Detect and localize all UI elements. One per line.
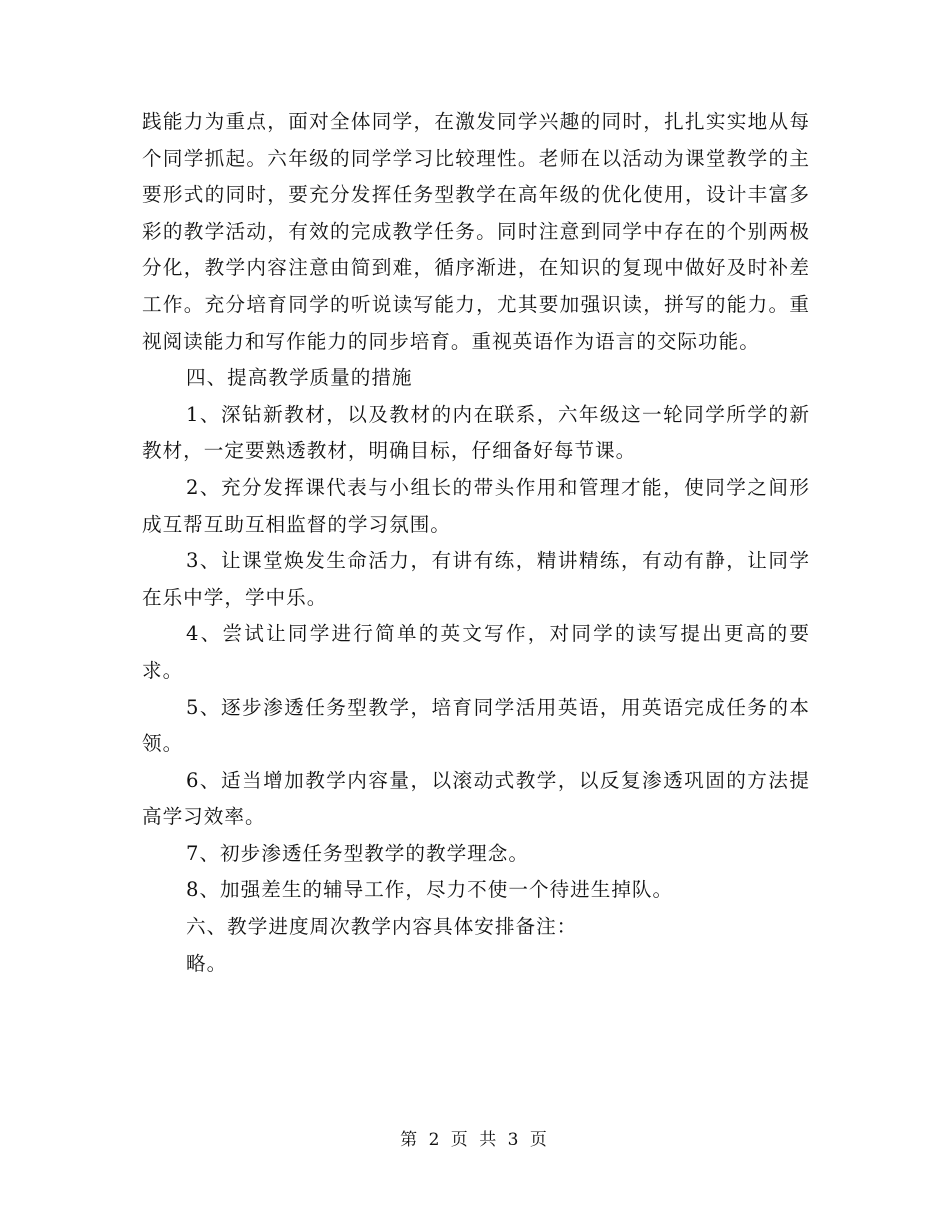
measure-item-1: 1、深钻新教材，以及教材的内在联系，六年级这一轮同学所学的新教材，一定要熟透教材，明确目标，仔细备好每节课。 <box>142 402 810 463</box>
document-body <box>142 104 810 982</box>
paragraph-continuation: 践能力为重点，面对全体同学，在激发同学兴趣的同时，扎扎实实地从每个同学抓起。六年级的同学学习比较理性。老师在以活动为课堂教学的主要形式的同时，要充分发挥任务型教学在高年级的优化使用，设计丰富多彩的教学活动，有效的完成教学任务。同时注意到同学中存在的个别两极分化，教学内容注意由简到难，循序渐进，在知识的复现中做好及时补差工作。充分培育同学的听说读写能力，尤其要加强识读，拼写的能力。重视阅读能力和写作能力的同步培育。重视英语作为语言的交际功能。 <box>142 110 810 353</box>
measure-item-7: 7、初步渗透任务型教学的教学理念。 <box>186 841 529 865</box>
page-footer: 第 2 页 共 3 页 <box>400 1130 550 1150</box>
measure-item-3: 3、让课堂焕发生命活力，有讲有练，精讲精练，有动有静，让同学在乐中学，学中乐。 <box>142 549 810 609</box>
measure-item-4: 4、尝试让同学进行简单的英文写作，对同学的读写提出更高的要求。 <box>142 622 810 682</box>
schedule-omitted-text: 略。 <box>186 951 228 975</box>
measure-item-5: 5、逐步渗透任务型教学，培育同学活用英语，用英语完成任务的本领。 <box>142 695 810 756</box>
measure-item-8: 8、加强差生的辅导工作，尽力不使一个待进生掉队。 <box>186 878 674 902</box>
section-heading-schedule: 六、教学进度周次教学内容具体安排备注： <box>186 915 578 939</box>
measure-item-2: 2、充分发挥课代表与小组长的带头作用和管理才能，使同学之间形成互帮互助互相监督的学习氛围。 <box>142 475 810 536</box>
measure-item-6: 6、适当增加教学内容量，以滚动式教学，以反复渗透巩固的方法提高学习效率。 <box>142 768 810 829</box>
section-heading-measures: 四、提高教学质量的措施 <box>186 366 413 390</box>
